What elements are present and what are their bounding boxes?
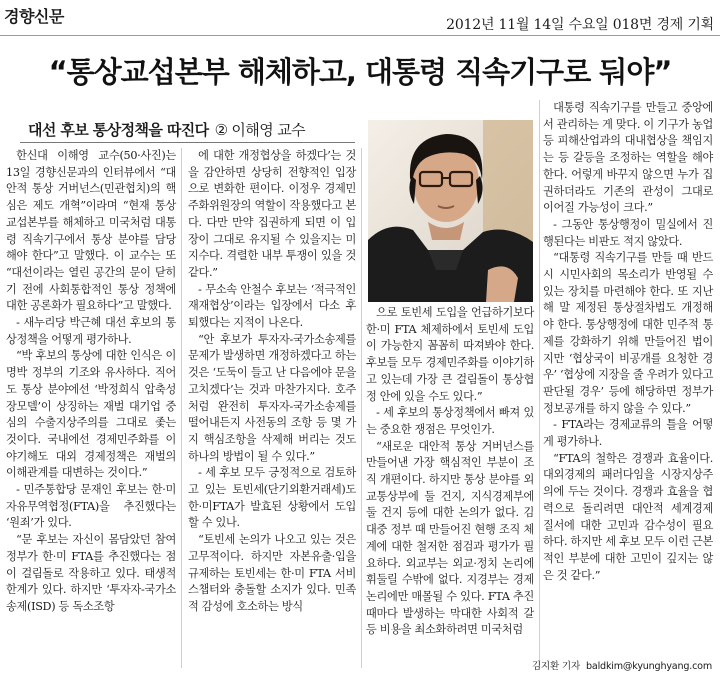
headline: “통상교섭본부 해체하고, 대통령 직속기구로 둬야” xyxy=(48,55,672,89)
paragraph: - 민주통합당 문재인 후보는 한·미 자유무역협정(FTA)을 추진했다는 ‘원죄’가 있다. xyxy=(6,483,176,530)
paragraph: “새로운 대안적 통상 거버넌스를 만들어낸 가장 핵심적인 부분이 조직 개편이다. 하지만 통상 분야를 외교통상부에 둘 건지, 지식경제부에 둘 건지 등에 대한 논의가 없다. 김대중 정부 때 만들어진 현행 조직 체계에 대한 철저한 점검과 평가가 필요하다. 외교부는 외교·정치 논리에 휘둘릴 수밖에 없다. 지경부는 경제논리에만 매몰될 수 있다. FTA 추진 때마다 발생하는 막대한 사회적 갈등 비용을 최소화하려면 미국처럼 xyxy=(366,439,534,637)
column-divider xyxy=(181,148,182,668)
series-title xyxy=(28,119,305,140)
paragraph: - 세 후보의 통상정책에서 빠져 있는 중요한 쟁점은 무엇인가. xyxy=(366,406,534,436)
paragraph: “문 후보는 자신이 몸담았던 참여정부가 한·미 FTA를 추진했다는 점이 걸림돌로 작용하고 있다. 태생적 한계가 있다. 하지만 ‘투자자-국가소송제(ISD) 등 독소조항 xyxy=(6,533,176,613)
article-column-3 xyxy=(366,305,534,675)
article-column-1 xyxy=(6,148,176,675)
article-column-4 xyxy=(543,100,713,660)
paragraph: 에 대한 개정협상을 하겠다’는 것을 감안하면 상당히 전향적인 입장으로 변화한 편이다. 이정우 경제민주화위원장의 역할이 작용했다고 본다. 다만 만약 집권하게 되면 이 입장이 그대로 유지될 수 있을지는 미지수다. 격렬한 내부 투쟁이 있을 것 같다.” xyxy=(188,149,356,279)
masthead-rule xyxy=(0,35,720,36)
paragraph: - 무소속 안철수 후보는 ‘적극적인 재재협상’이라는 입장에서 다소 후퇴했다는 지적이 나온다. xyxy=(188,282,356,330)
paragraph: - 새누리당 박근혜 대선 후보의 통상정책을 어떻게 평가하나. xyxy=(6,316,176,346)
interviewee-photo xyxy=(368,120,533,302)
paragraph: “안 후보가 투자자-국가소송제를 문제가 발생하면 개정하겠다고 하는 것은 ‘도둑이 들고 난 다음에야 문을 고치겠다’는 것과 마찬가지다. 호주처럼 완전히 투자자-국가소송제를 떨어내든지 사전동의 조항 등 몇 가지 핵심조항을 삭제해 버리는 것도 하나의 방법이 될 수 있다.” xyxy=(188,332,356,463)
interviewee-name: 이해영 교수 xyxy=(231,121,306,139)
newspaper-brand: 경향신문 xyxy=(4,7,64,26)
article-column-2 xyxy=(188,148,356,613)
reporter-email: baldkim@kyunghyang.com xyxy=(586,661,712,672)
paragraph: “FTA의 철학은 경쟁과 효율이다. 대외경제의 패러다임을 시장지상주의에 두는 것이다. 경쟁과 효율을 협력으로 돌리려면 대안적 세계경제 질서에 대한 고민과 감수성이 필요하다. 하지만 세 후보 모두 이런 근본적인 부분에 대한 고민이 깊지는 않은 것 같다.” xyxy=(543,451,713,582)
portrait-photo-icon xyxy=(368,120,533,302)
paragraph: “토빈세 논의가 나오고 있는 것은 고무적이다. 하지만 자본유출·입을 규제하는 토빈세는 한·미 FTA 서비스챕터와 충돌할 소지가 있다. 민족적 감성에 호소하는 방식 xyxy=(188,533,356,613)
paragraph: “대통령 직속기구를 만들 때 반드시 시민사회의 목소리가 반영될 수 있는 장치를 마련해야 한다. 또 지난해 말 제정된 통상절차법도 개정해야 한다. 통상행정에 대한 민주적 통제를 강화하기 위해 만들어진 법이지만 ‘협상국이 비공개를 요청한 경우’ ‘협상에 지장을 줄 우려가 있다고 판단될 경우’ 등에 해당하면 정부가 정보공개를 하지 않을 수 있다.” xyxy=(543,251,713,415)
paragraph: - 세 후보 모두 긍정적으로 검토하고 있는 토빈세(단기외환거래세)도 한·미FTA가 발효된 상황에서 도입할 수 있나. xyxy=(188,466,356,530)
paragraph: “박 후보의 통상에 대한 인식은 이명박 정부의 기조와 유사하다. 직어도 통상 분야에선 ‘박정희식 압축성장모델’이 상징하는 재벌 대기업 중심의 수출지상주의를 그대로 좇는 것이다. 국내에선 경제민주화를 이야기해도 대외 경제정책은 재벌의 이해관계를 대변하는 것이다.” xyxy=(6,349,176,480)
column-divider xyxy=(361,148,362,668)
paragraph: 대통령 직속기구를 만들고 중앙에서 관리하는 게 맞다. 이 기구가 농업 등 피해산업과의 대내협상을 책임지는 등 갈등을 조정하는 역할을 해야 한다. 어렇게 바꾸지 않으면 누가 집권하더라도 기존의 관성이 그대로 이어질 가능성이 크다.” xyxy=(543,101,713,215)
reporter-name: 김지환 기자 xyxy=(531,661,581,672)
series-rule xyxy=(20,142,355,143)
paragraph: - FTA라는 경제교류의 틀을 어떻게 평가하나. xyxy=(543,418,713,449)
paragraph: 한신대 이해영 교수(50·사진)는 13일 경향신문과의 인터뷰에서 “대안적 통상 거버넌스(민관협치)의 핵심은 제도 개혁”이라며 “현재 통상교섭본부를 해체하고 미국처럼 대통령 직속기구에서 통상 분야를 담당해야 한다”고 말했다. 이 교수는 또 “대선이라는 열린 공간의 문이 닫히기 전에 사회통합적인 통상 정책에 대한 공론화가 필요하다”고 말했다. xyxy=(6,149,176,313)
paragraph: 으로 토빈세 도입을 언급하기보다 한·미 FTA 체제하에서 토빈세 도입이 가능한지 꼼꼼히 따져봐야 한다. 후보들 모두 경제민주화를 이야기하고 있는데 가장 큰 걸림돌이 통상협정 안에 있을 수도 있다.” xyxy=(366,306,534,403)
byline xyxy=(532,658,712,672)
series-number: ② xyxy=(214,121,228,139)
dateline: 2012년 11월 14일 수요일 018면 경제 기획 xyxy=(446,17,714,33)
series-name: 대선 후보 통상정책을 따진다 xyxy=(28,121,209,139)
paragraph: - 그동안 통상행정이 밀실에서 진행된다는 비판도 적지 않았다. xyxy=(543,217,713,248)
column-divider xyxy=(539,100,540,668)
